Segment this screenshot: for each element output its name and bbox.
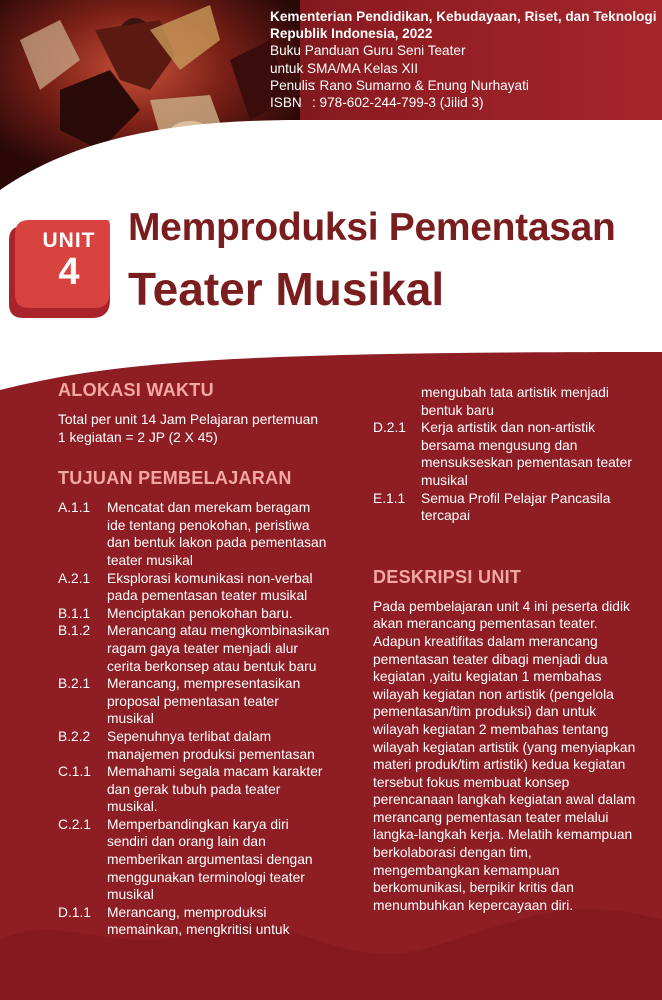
objective-item <box>58 728 358 763</box>
objective-text-line: dan bentuk lakon pada pementasan <box>107 535 327 551</box>
objective-list-continued <box>373 384 662 525</box>
objective-text-line: Memahami segala macam karakter <box>107 764 323 780</box>
objective-text-line: manajemen produksi pementasan <box>107 746 315 762</box>
objective-item <box>373 384 662 419</box>
objective-text-line: sendiri dan orang lain dan <box>107 834 266 850</box>
alokasi-line1: Total per unit 14 Jam Pelajaran pertemuan <box>58 412 318 427</box>
objective-code: B.1.1 <box>58 605 91 621</box>
objective-text-line: ragam gaya teater menjadi alur <box>107 640 298 656</box>
alokasi-line2: 1 kegiatan = 2 JP (2 X 45) <box>58 429 218 445</box>
objective-text-line: Menciptakan penokohan baru. <box>107 605 293 621</box>
objective-text-line: memberikan argumentasi dengan <box>107 852 313 868</box>
isbn-row <box>270 94 658 111</box>
objective-text <box>421 419 662 489</box>
objective-text-line: musikal <box>107 711 154 727</box>
deskripsi-line: tersebut fokus membuat konsep <box>373 774 570 790</box>
objective-text <box>107 816 358 904</box>
deskripsi-paragraph <box>373 598 662 915</box>
objective-item <box>373 490 662 525</box>
objective-text-line: teater musikal <box>107 552 193 568</box>
deskripsi-line: langka-langkah kerja. Melatih kemampuan <box>373 827 633 843</box>
objective-code: E.1.1 <box>373 490 406 506</box>
objective-text <box>107 728 358 763</box>
objective-item <box>58 904 358 939</box>
objective-text <box>107 904 358 939</box>
objective-code <box>373 384 421 419</box>
objective-item <box>58 605 358 623</box>
objective-text-line: ide tentang penokohan, peristiwa <box>107 517 310 533</box>
objective-text <box>107 675 358 728</box>
objective-list <box>58 499 358 939</box>
left-column <box>58 380 358 939</box>
objective-text-line: bentuk baru <box>421 402 494 418</box>
objective-text-line: musikal <box>421 472 468 488</box>
objective-code: B.2.2 <box>58 728 91 744</box>
objective-text-line: musikal <box>107 887 154 903</box>
objective-text-line: Memperbandingkan karya diri <box>107 816 289 832</box>
objective-text-line: Merancang, mempresentasikan <box>107 676 301 692</box>
objective-item <box>58 763 358 816</box>
objective-code: D.2.1 <box>373 420 406 436</box>
deskripsi-line: wilayah kegiatan 2 membahas tentang <box>373 721 609 737</box>
objective-text-line: tercapai <box>421 508 471 524</box>
deskripsi-line: Pada pembelajaran unit 4 ini peserta didik <box>373 598 630 614</box>
objective-text <box>421 490 662 525</box>
objective-code: D.1.1 <box>58 904 91 920</box>
objective-text <box>107 763 358 816</box>
deskripsi-line: wilayah kegiatan non artistik (pengelola <box>373 686 614 702</box>
right-column <box>373 384 662 914</box>
objective-item <box>58 816 358 904</box>
objective-text-line: proposal pementasan teater <box>107 693 279 709</box>
unit-number: 4 <box>58 251 80 293</box>
objective-text-line: Sepenuhnya terlibat dalam <box>107 728 272 744</box>
objective-code: B.1.2 <box>58 623 91 639</box>
deskripsi-line: pementasan/tim produksi) dan untuk <box>373 704 597 720</box>
publisher-line: Kementerian Pendidikan, Kebudayaan, Riset, dan Teknologi <box>270 9 657 24</box>
objective-text-line: mensukseskan pementasan teater <box>421 455 632 471</box>
author-row <box>270 77 658 94</box>
objective-item <box>58 675 358 728</box>
deskripsi-line: berkolaborasi dengan tim, <box>373 845 532 861</box>
book-class-line: untuk SMA/MA Kelas XII <box>270 60 419 76</box>
objective-item <box>58 622 358 675</box>
deskripsi-line: materi produk/tim artistik) kedua kegiatan <box>373 757 626 773</box>
objective-code: C.1.1 <box>58 764 91 780</box>
deskripsi-line: mengembangkan kemampuan <box>373 862 560 878</box>
author-label: Penulis <box>270 77 315 93</box>
objective-text-line: bersama mengusung dan <box>421 437 578 453</box>
deskripsi-line: akan merancang pementasan teater. <box>373 616 598 632</box>
tujuan-heading: TUJUAN PEMBELAJARAN <box>58 468 292 489</box>
objective-code: C.2.1 <box>58 816 91 832</box>
unit-badge-text <box>14 230 124 292</box>
objective-text <box>107 570 358 605</box>
alokasi-heading: ALOKASI WAKTU <box>58 380 214 400</box>
objective-code: A.1.1 <box>58 500 91 516</box>
objective-code: A.2.1 <box>58 570 91 586</box>
objective-item <box>58 570 358 605</box>
unit-label: UNIT <box>42 229 96 252</box>
deskripsi-line: menumbuhkan kepercayaan diri. <box>373 897 574 913</box>
objective-text <box>107 605 358 623</box>
objective-text <box>107 499 358 569</box>
author-value: : Rano Sumarno & Enung Nurhayati <box>312 77 529 93</box>
objective-text-line: Kerja artistik dan non-artistik <box>421 420 596 436</box>
objective-text-line: Mencatat dan merekam beragam <box>107 500 311 516</box>
deskripsi-line: merancang pementasan teater melalui <box>373 809 609 825</box>
objective-item <box>58 499 358 569</box>
objective-text <box>107 622 358 675</box>
book-title-line: Buku Panduan Guru Seni Teater <box>270 43 466 59</box>
publisher-year-line: Republik Indonesia, 2022 <box>270 26 433 42</box>
objective-text-line: pada pementasan teater musikal <box>107 588 308 604</box>
objective-text-line: Semua Profil Pelajar Pancasila <box>421 490 611 506</box>
deskripsi-line: perencanaan langkah kegiatan awal dalam <box>373 792 636 808</box>
deskripsi-line: berkomunikasi, berpikir kritis dan <box>373 880 574 896</box>
objective-text-line: cerita berkonsep atau bentuk baru <box>107 658 317 674</box>
book-info <box>270 8 658 111</box>
objective-text-line: mengubah tata artistik menjadi <box>421 385 609 400</box>
objective-text <box>421 384 662 419</box>
objective-text-line: Merancang atau mengkombinasikan <box>107 623 330 639</box>
deskripsi-line: wilayah kegiatan artistik (yang menyiapkan <box>373 739 636 755</box>
objective-text-line: memainkan, mengkritisi untuk <box>107 922 290 938</box>
objective-text-line: menggunakan terminologi teater <box>107 869 305 885</box>
unit-title-line2: Teater Musikal <box>128 263 445 315</box>
objective-text-line: Merancang, memproduksi <box>107 904 267 920</box>
isbn-value: : 978-602-244-799-3 (Jilid 3) <box>312 95 484 111</box>
isbn-label: ISBN <box>270 95 302 111</box>
deskripsi-line: kegiatan ,yaitu kegiatan 1 membahas <box>373 669 602 685</box>
objective-item <box>373 419 662 489</box>
deskripsi-line: Adapun kreatifitas dalam merancang <box>373 633 598 649</box>
objective-text-line: Eksplorasi komunikasi non-verbal <box>107 570 313 586</box>
unit-title-line1: Memproduksi Pementasan <box>128 206 616 249</box>
objective-text-line: dan gerak tubuh pada teater <box>107 781 281 797</box>
deskripsi-heading: DESKRIPSI UNIT <box>373 566 522 587</box>
deskripsi-line: pementasan teater dibagi menjadi dua <box>373 651 608 667</box>
objective-text-line: musikal. <box>107 799 158 815</box>
objective-code: B.2.1 <box>58 676 91 692</box>
